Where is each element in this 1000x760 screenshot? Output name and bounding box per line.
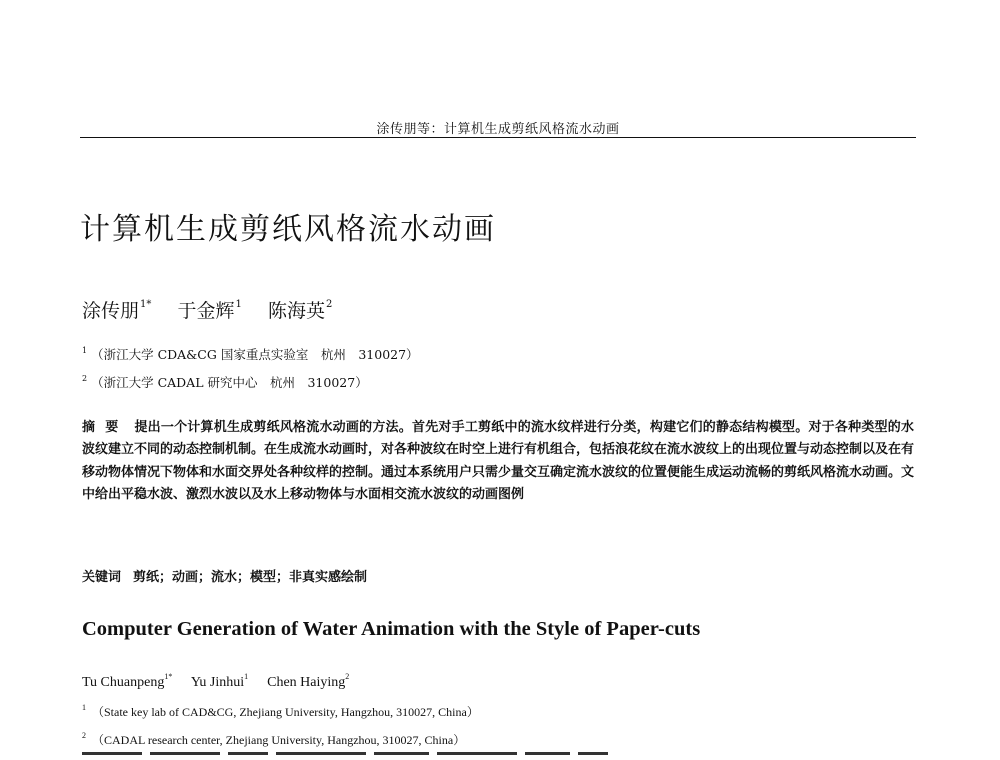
author-name-en: Yu Jinhui [190,675,245,690]
affiliation-mark: 2 [82,374,88,383]
author-mark: 1* [164,672,173,681]
affiliation-mark: 2 [82,731,86,740]
author-name-cn: 陈海英 [267,300,325,322]
author-list-cn [82,296,332,323]
author-name-en: Tu Chuanpeng [82,675,165,690]
paper-title-en: Computer Generation of Water Animation with the Style of Paper-cuts [82,618,701,640]
affiliation-text: （浙江大学 CADAL 研究中心 杭州 310027） [91,375,368,390]
author-mark: 2 [345,672,350,681]
affiliation-en [82,731,465,748]
author-mark: 2 [325,299,333,310]
affiliation-text: （State key lab of CAD&CG, Zhejiang University, Hangzhou, 310027, China） [92,705,479,719]
keywords-label: 关键词 [82,570,122,585]
affiliation-mark: 1 [82,703,86,712]
affiliation-cn [82,345,419,363]
cropped-text-line [82,752,622,760]
author-name-en: Chen Haiying [267,675,346,690]
keywords-cn [82,566,367,585]
paper-title-cn: 计算机生成剪纸风格流水动画 [80,212,496,247]
affiliation-en [82,703,479,720]
affiliation-mark: 1 [82,346,88,355]
author-name-cn: 涂传朋 [82,300,140,322]
abstract-label: 摘要 [82,420,129,435]
author-mark: 1* [140,299,152,310]
author-name-cn: 于金辉 [177,300,235,322]
author-mark: 1 [235,299,242,310]
abstract-cn [82,417,914,506]
header-rule [80,137,916,138]
affiliation-text: （CADAL research center, Zhejiang University, Hangzhou, 310027, China） [92,733,466,747]
running-header: 涂传朋等：计算机生成剪纸风格流水动画 [376,122,620,137]
author-mark: 1 [244,672,249,681]
affiliation-text: （浙江大学 CDA&CG 国家重点实验室 杭州 310027） [91,347,419,362]
abstract-text: 提出一个计算机生成剪纸风格流水动画的方法。首先对手工剪纸中的流水纹样进行分类，构建它们的静态结构模型。对于各种类型的水波纹建立不同的动态控制机制。在生成流水动画时，对各种波纹在时空上进行有机组合，包括浪花纹在流水波纹上的出现位置与动态控制以及在有移动物体情况下物体和水面交界处各种纹样的控制。通过本系统用户只需少量交互确定流水波纹的位置便能生成运动流畅的剪纸风格流水动画。文中给出平稳水波、激烈水波以及水上移动物体与水面相交流水波纹的动画图例 [82,420,915,502]
affiliation-cn [82,373,368,391]
author-list-en [82,672,349,691]
keywords-text: 剪纸；动画；流水；模型；非真实感绘制 [133,570,368,585]
